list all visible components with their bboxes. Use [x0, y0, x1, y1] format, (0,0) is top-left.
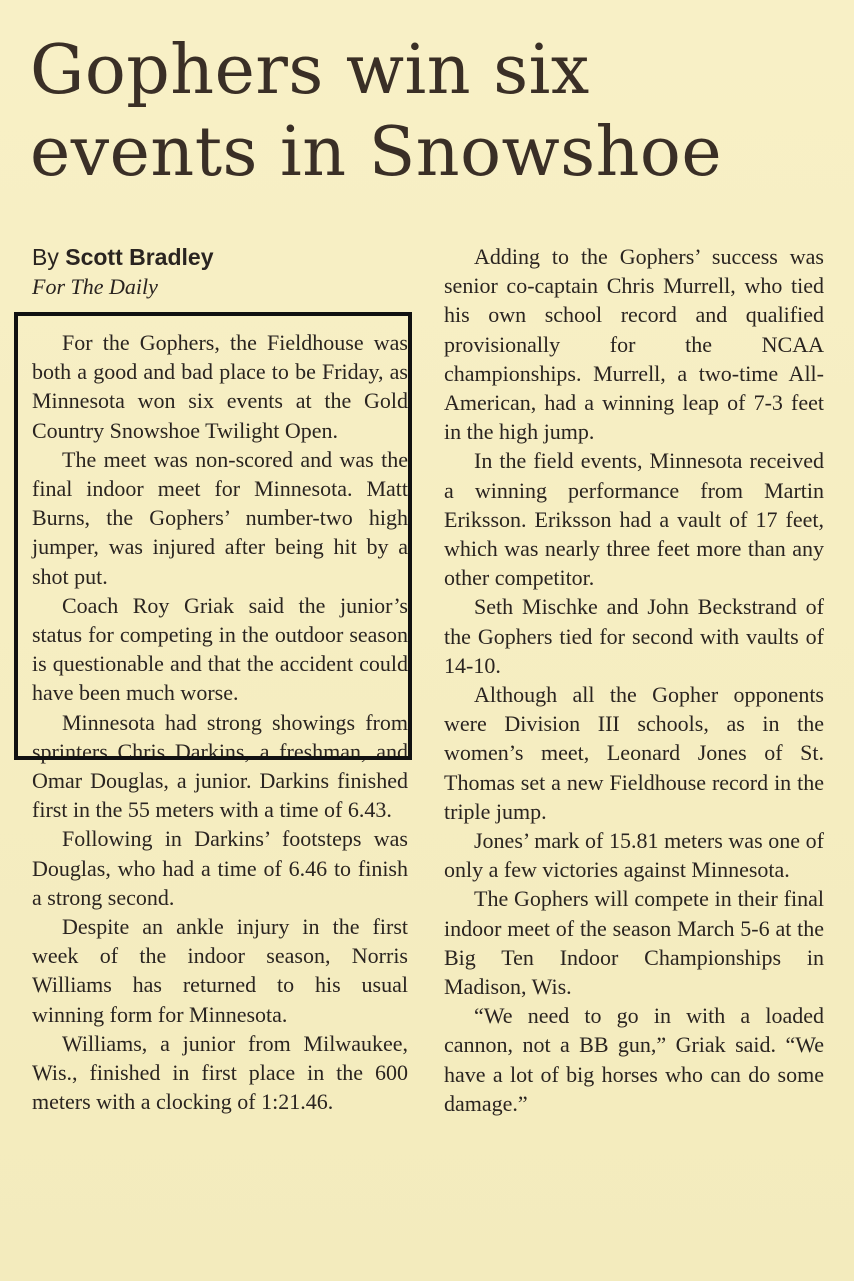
right-column [444, 242, 824, 1118]
paragraph: The meet was non-scored and was the final indoor meet for Minnesota. Matt Burns, the Gophers’ number-two high jumper, was injured after being hit by a shot put. [32, 446, 408, 589]
author-affiliation: For The Daily [32, 274, 158, 299]
paragraph: Despite an ankle injury in the first week of the indoor season, Norris Williams has returned to his usual winning form for Minnesota. [32, 914, 408, 1027]
byline [32, 243, 214, 271]
paragraph: The Gophers will compete in their final indoor meet of the season March 5-6 at the Big Ten Indoor Championships in Madison, Wis. [444, 886, 824, 1000]
paragraph: In the field events, Minnesota received a winning performance from Martin Eriksson. Eriksson had a vault of 17 feet, which was nearly three feet more than any other competitor. [444, 448, 824, 591]
paragraph: Following in Darkins’ footsteps was Douglas, who had a time of 6.46 to finish a strong second. [32, 826, 408, 910]
paragraph: “We need to go in with a loaded cannon, not a BB gun,” Griak said. “We have a lot of big horses who can do some damage.” [444, 1003, 824, 1116]
headline-line-2: events in Snowshoe [30, 113, 723, 192]
paragraph: Williams, a junior from Milwaukee, Wis., finished in first place in the 600 meters with a clocking of 1:21.46. [32, 1030, 408, 1115]
headline [30, 30, 830, 194]
paragraph: Seth Mischke and John Beckstrand of the Gophers tied for second with vaults of 14-10. [444, 594, 824, 678]
paragraph: For the Gophers, the Fieldhouse was both a good and bad place to be Friday, as Minnesota won six events at the Gold Country Snowshoe Twilight Open. [32, 330, 408, 443]
left-column [32, 328, 408, 1116]
paragraph: Jones’ mark of 15.81 meters was one of only a few victories against Minnesota. [444, 828, 824, 883]
headline-line-1: Gophers win six [30, 31, 590, 110]
paragraph: Coach Roy Griak said the junior’s status for competing in the outdoor season is questionable and that the accident could have been much worse. [32, 592, 408, 706]
author-name: Scott Bradley [65, 244, 214, 270]
byline-prefix: By [32, 244, 66, 270]
paragraph: Although all the Gopher opponents were Division III schools, as in the women’s meet, Leonard Jones of St. Thomas set a new Fieldhouse record in the triple jump. [444, 682, 824, 824]
paragraph: Adding to the Gophers’ success was senior co-captain Chris Murrell, who tied his own school record and qualified provisionally for the NCAA championships. Murrell, a two-time All-American, had a winning leap of 7-3 feet in the high jump. [444, 244, 824, 445]
paragraph: Minnesota had strong showings from sprinters Chris Darkins, a freshman, and Omar Douglas, a junior. Darkins finished first in the 55 meters with a time of 6.43. [32, 709, 408, 823]
